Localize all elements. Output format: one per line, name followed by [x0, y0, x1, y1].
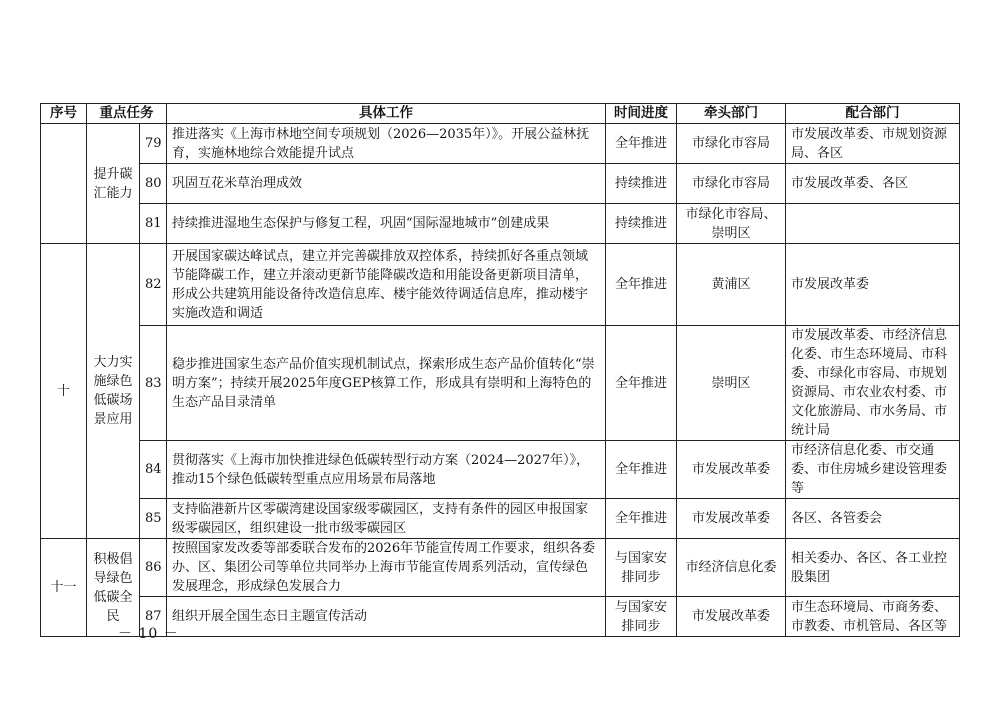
- row-work: 组织开展全国生态日主题宣传活动: [167, 597, 606, 637]
- row-work: 按照国家发改委等部委联合发布的2026年节能宣传周工作要求，组织各委办、区、集团公司等单位共同举办上海市节能宣传周系列活动，宣传绿色发展理念，形成绿色发展合力: [167, 539, 606, 597]
- row-progress: 全年推进: [606, 499, 677, 539]
- row-lead: 市绿化市容局: [677, 124, 786, 164]
- row-coop: 市发展改革委: [786, 244, 960, 326]
- row-coop: [786, 204, 960, 244]
- page-number: － 10 －: [118, 626, 179, 642]
- row-progress: 持续推进: [606, 164, 677, 204]
- row-work: 持续推进湿地生态保护与修复工程，巩固“国际湿地城市”创建成果: [167, 204, 606, 244]
- row-coop: 市发展改革委、各区: [786, 164, 960, 204]
- row-progress: 与国家安排同步: [606, 597, 677, 637]
- row-lead: 黄浦区: [677, 244, 786, 326]
- row-number: 79: [140, 124, 167, 164]
- table-row: [41, 244, 960, 326]
- row-progress: 全年推进: [606, 441, 677, 499]
- row-coop: 市发展改革委、市规划资源局、各区: [786, 124, 960, 164]
- row-progress: 全年推进: [606, 326, 677, 441]
- header-task: 重点任务: [87, 104, 167, 124]
- row-coop: 市经济信息化委、市交通委、市住房城乡建设管理委等: [786, 441, 960, 499]
- table-row: [41, 499, 960, 539]
- row-coop: 相关委办、各区、各工业控股集团: [786, 539, 960, 597]
- row-lead: 崇明区: [677, 326, 786, 441]
- row-lead: 市发展改革委: [677, 441, 786, 499]
- row-number: 81: [140, 204, 167, 244]
- header-work: 具体工作: [167, 104, 606, 124]
- row-progress: 与国家安排同步: [606, 539, 677, 597]
- header-lead: 牵头部门: [677, 104, 786, 124]
- row-coop: 市发展改革委、市经济信息化委、市生态环境局、市科委、市绿化市容局、市规划资源局、市农业农村委、市文化旅游局、市水务局、市统计局: [786, 326, 960, 441]
- table-row: [41, 539, 960, 597]
- row-number: 84: [140, 441, 167, 499]
- row-lead: 市绿化市容局: [677, 164, 786, 204]
- header-progress: 时间进度: [606, 104, 677, 124]
- row-number: 87: [140, 597, 167, 637]
- header-seq: 序号: [41, 104, 87, 124]
- row-number: 85: [140, 499, 167, 539]
- group-task: 积极倡导绿色低碳全民: [87, 539, 140, 637]
- table-row: [41, 164, 960, 204]
- row-coop: 各区、各管委会: [786, 499, 960, 539]
- row-lead: 市经济信息化委: [677, 539, 786, 597]
- row-progress: 持续推进: [606, 204, 677, 244]
- task-table: [40, 103, 960, 637]
- table-row: [41, 441, 960, 499]
- row-progress: 全年推进: [606, 124, 677, 164]
- row-work: 支持临港新片区零碳湾建设国家级零碳园区，支持有条件的园区申报国家级零碳园区，组织建设一批市级零碳园区: [167, 499, 606, 539]
- table-row: [41, 124, 960, 164]
- row-lead: 市发展改革委: [677, 499, 786, 539]
- table-row: [41, 326, 960, 441]
- group-task: 大力实施绿色低碳场景应用: [87, 244, 140, 539]
- row-number: 86: [140, 539, 167, 597]
- row-work: 推进落实《上海市林地空间专项规划（2026—2035年）》。开展公益林抚育，实施林地综合效能提升试点: [167, 124, 606, 164]
- header-row: [41, 104, 960, 124]
- group-task: 提升碳汇能力: [87, 124, 140, 244]
- group-seq: 十: [41, 244, 87, 539]
- row-work: 开展国家碳达峰试点，建立并完善碳排放双控体系，持续抓好各重点领域节能降碳工作，建立并滚动更新节能降碳改造和用能设备更新项目清单，形成公共建筑用能设备待改造信息库、楼宇能效待调适信息库，推动楼宇实施改造和调适: [167, 244, 606, 326]
- row-work: 稳步推进国家生态产品价值实现机制试点，探索形成生态产品价值转化“崇明方案”；持续开展2025年度GEP核算工作，形成具有崇明和上海特色的生态产品目录清单: [167, 326, 606, 441]
- row-number: 80: [140, 164, 167, 204]
- row-progress: 全年推进: [606, 244, 677, 326]
- row-lead: 市绿化市容局、崇明区: [677, 204, 786, 244]
- row-number: 82: [140, 244, 167, 326]
- row-work: 巩固互花米草治理成效: [167, 164, 606, 204]
- group-seq: 十一: [41, 539, 87, 637]
- row-lead: 市发展改革委: [677, 597, 786, 637]
- table-row: [41, 204, 960, 244]
- group-seq: [41, 124, 87, 244]
- header-coop: 配合部门: [786, 104, 960, 124]
- row-number: 83: [140, 326, 167, 441]
- row-coop: 市生态环境局、市商务委、市教委、市机管局、各区等: [786, 597, 960, 637]
- row-work: 贯彻落实《上海市加快推进绿色低碳转型行动方案（2024—2027年）》，推动15个绿色低碳转型重点应用场景布局落地: [167, 441, 606, 499]
